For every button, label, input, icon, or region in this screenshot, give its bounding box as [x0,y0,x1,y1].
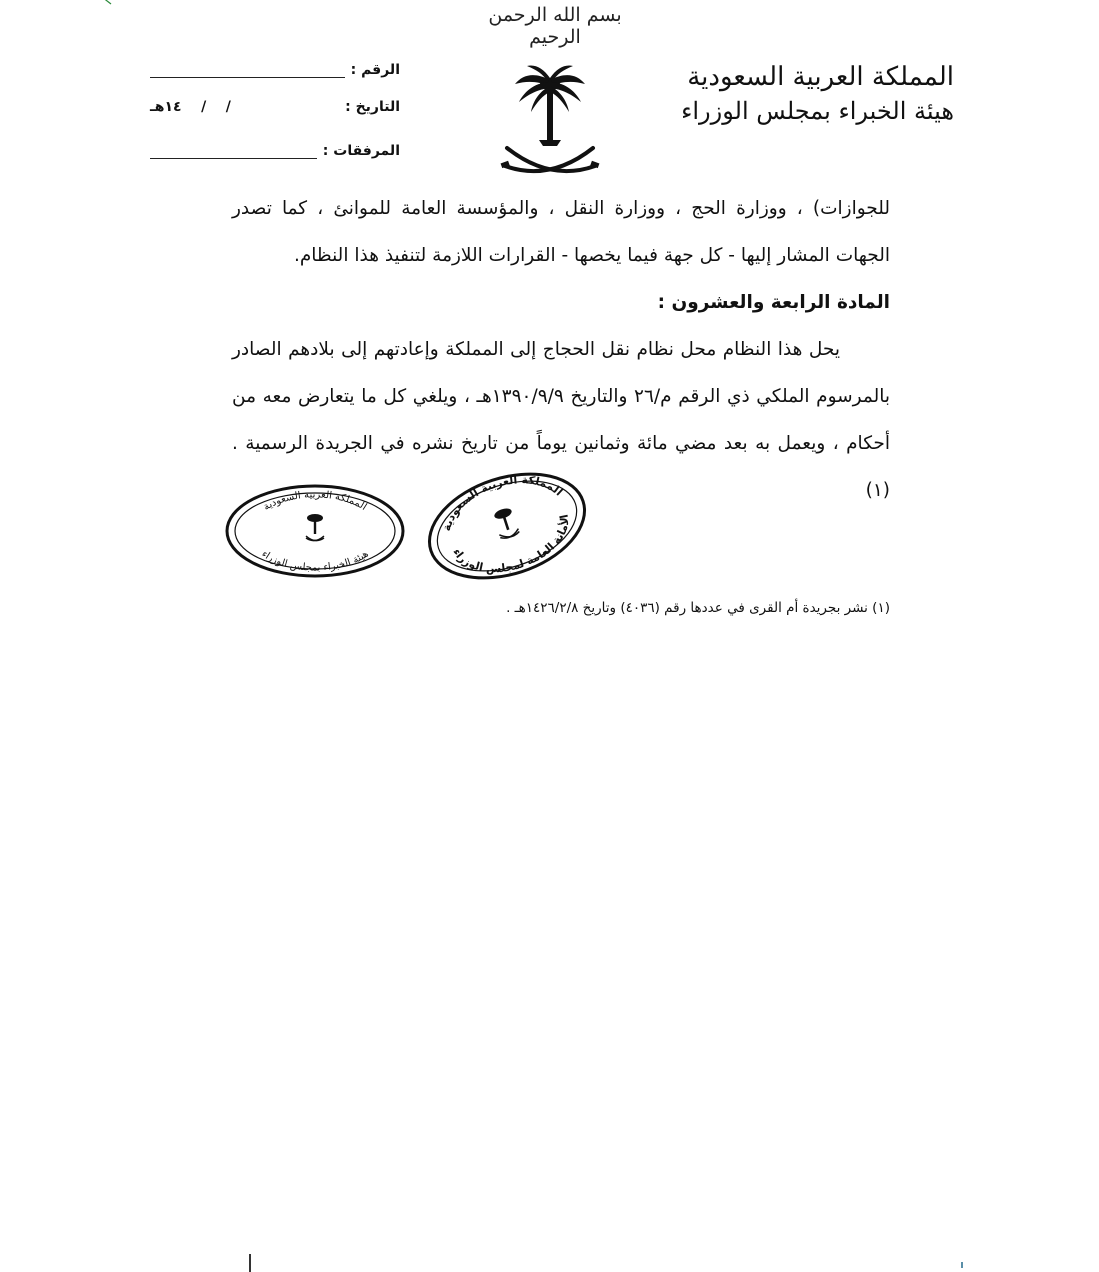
org-name-line1: المملكة العربية السعودية [687,62,954,92]
date-value: / / ١٤هـ [150,99,231,115]
corner-mark-icon [101,0,113,6]
right-stamp-emblem-icon [492,506,520,540]
right-stamp-bottom-text: الأمانة العامة لمجلس الوزراء [450,513,572,576]
left-stamp-top-text: المملكة العربية السعودية [261,489,369,513]
date-field [150,99,400,115]
attachments-label: المرفقات : [322,143,400,159]
date-label: التاريخ : [345,99,400,115]
left-stamp-emblem-icon [306,514,324,541]
scan-mark-right [961,1262,963,1268]
reference-number-field [150,62,400,78]
letterhead-organization [681,60,954,128]
left-oval-stamp [224,482,406,580]
left-stamp-bottom-text: هيئة الخبراء بمجلس الوزراء [259,548,371,574]
org-name-line2: هيئة الخبراء بمجلس الوزراء [681,97,954,125]
svg-text:المملكة العربية السعودية [262,489,369,513]
right-stamp-top-text: المملكة العربية السعودية [439,473,566,533]
attachments-line [150,146,317,159]
scan-mark-left [249,1254,251,1272]
svg-text:الأمانة العامة لمجلس الوزراء [450,511,583,582]
article-24-title: المادة الرابعة والعشرون : [657,292,890,313]
palm-swords-emblem-icon [495,62,605,187]
continuation-paragraph: للجوازات) ، ووزارة الحج ، ووزارة النقل ، والمؤسسة العامة للموانئ ، كما تصدر الجهات المشار إليها - كل جهة فيما يخصها - القرارات اللازمة لتنفيذ هذا النظام. [232,198,890,266]
right-oval-stamp [422,470,592,582]
basmala: بسم الله الرحمن الرحيم [488,4,622,48]
reference-label: الرقم : [350,62,400,78]
article-24-text: يحل هذا النظام محل نظام نقل الحجاج إلى المملكة وإعادتهم إلى بلادهم الصادر بالمرسوم الملكي ذي الرقم م/٢٦ والتاريخ ١٣٩٠/٩/٩هـ ، ويلغي كل ما يتعارض معه من أحكام ، ويعمل به بعد مضي مائة وثمانين يوماً من تاريخ نشره في الجريدة الرسمية .(١) [232,339,890,501]
attachments-field [150,143,400,159]
footnote: (١) نشر بجريدة أم القرى في عددها رقم (٤٠٣٦) وتاريخ ١٤٢٦/٢/٨هـ . [506,600,890,616]
document-body [232,185,890,514]
reference-line [150,65,345,78]
svg-text:هيئة الخبراء بمجلس الوزراء [259,549,370,574]
